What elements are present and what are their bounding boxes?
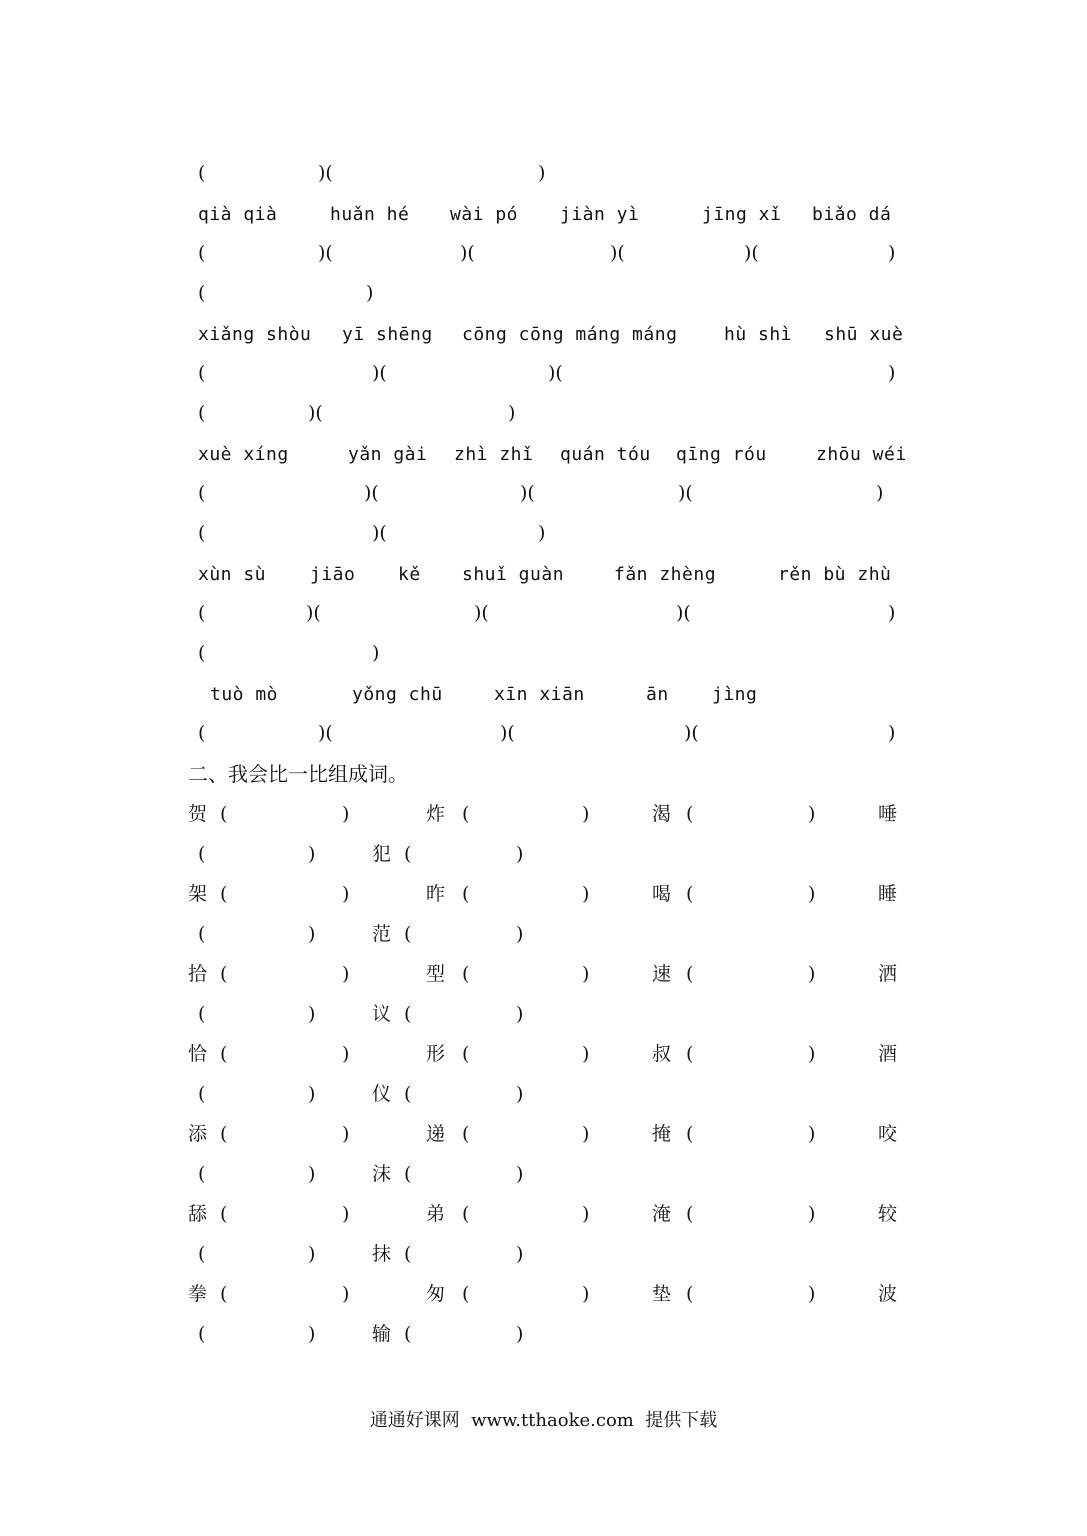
pinyin-word: yǒng chū xyxy=(352,684,443,705)
character: 垫 xyxy=(652,1283,672,1305)
bracket: ) xyxy=(308,1323,316,1345)
pinyin-word: jiāo xyxy=(310,564,356,585)
bracket: ( xyxy=(404,1243,412,1265)
bracket: ( xyxy=(220,1203,228,1225)
bracket: ) xyxy=(582,1043,590,1065)
bracket: ) xyxy=(342,1123,350,1145)
pinyin-word: huǎn hé xyxy=(330,204,410,225)
bracket: ( xyxy=(404,923,412,945)
bracket: ( xyxy=(462,803,470,825)
pinyin-word: shū xuè xyxy=(824,324,904,345)
character: 贺 xyxy=(188,803,208,825)
bracket: ( xyxy=(198,402,206,424)
pinyin-word: tuò mò xyxy=(210,684,279,705)
pinyin-word: quán tóu xyxy=(560,444,651,465)
character: 仪 xyxy=(372,1083,392,1105)
bracket: ) xyxy=(582,803,590,825)
bracket: ) xyxy=(888,242,896,264)
pinyin-word: ān xyxy=(646,684,669,705)
bracket: ) xyxy=(342,803,350,825)
compare-row xyxy=(0,1039,1087,1069)
bracket: ( xyxy=(198,642,206,664)
bracket: )( xyxy=(318,162,333,184)
bracket: ) xyxy=(808,1203,816,1225)
bracket: ( xyxy=(686,963,694,985)
compare-row xyxy=(0,959,1087,989)
bracket: ) xyxy=(582,883,590,905)
bracket: ) xyxy=(888,362,896,384)
compare-row xyxy=(0,1119,1087,1149)
bracket: ) xyxy=(508,402,516,424)
bracket: ( xyxy=(686,803,694,825)
compare-row xyxy=(0,879,1087,909)
pinyin-word: jìng xyxy=(712,684,758,705)
bracket: ) xyxy=(516,1163,524,1185)
character: 拳 xyxy=(188,1283,208,1305)
character: 渴 xyxy=(652,803,672,825)
compare-row-continuation xyxy=(0,1159,1087,1189)
character: 架 xyxy=(188,883,208,905)
bracket: ( xyxy=(198,362,206,384)
bracket: ) xyxy=(538,162,546,184)
bracket: ) xyxy=(342,963,350,985)
bracket: ( xyxy=(198,522,206,544)
bracket: ( xyxy=(462,1283,470,1305)
bracket: ( xyxy=(198,162,206,184)
bracket: ( xyxy=(198,242,206,264)
bracket: ) xyxy=(808,803,816,825)
character: 弟 xyxy=(426,1203,446,1225)
compare-row xyxy=(0,799,1087,829)
answer-bracket-row xyxy=(0,278,1087,308)
bracket: ) xyxy=(308,1163,316,1185)
pinyin-word: qià qià xyxy=(198,204,278,225)
bracket: ( xyxy=(462,963,470,985)
bracket: ) xyxy=(516,1243,524,1265)
character: 洒 xyxy=(878,963,898,985)
bracket: ) xyxy=(808,1043,816,1065)
pinyin-word: yī shēng xyxy=(342,324,433,345)
pinyin-row xyxy=(0,440,1087,470)
pinyin-word: zhì zhǐ xyxy=(454,444,534,465)
pinyin-word: rěn bù zhù xyxy=(778,564,892,585)
bracket: ( xyxy=(198,282,206,304)
bracket: ) xyxy=(808,1283,816,1305)
bracket: ) xyxy=(366,282,374,304)
compare-row-continuation xyxy=(0,1319,1087,1349)
pinyin-word: qīng róu xyxy=(676,444,767,465)
footer xyxy=(0,1406,1087,1436)
pinyin-word: xuè xíng xyxy=(198,444,289,465)
bracket: )( xyxy=(678,482,693,504)
bracket: ( xyxy=(198,1243,206,1265)
bracket: )( xyxy=(474,602,489,624)
bracket: ( xyxy=(198,923,206,945)
bracket: ) xyxy=(516,1003,524,1025)
character: 犯 xyxy=(372,843,392,865)
compare-row-continuation xyxy=(0,919,1087,949)
pinyin-row xyxy=(0,560,1087,590)
character: 型 xyxy=(426,963,446,985)
bracket: ( xyxy=(686,1283,694,1305)
pinyin-word: kě xyxy=(398,564,421,585)
bracket: ( xyxy=(198,843,206,865)
bracket: ) xyxy=(516,1323,524,1345)
pinyin-word: xùn sù xyxy=(198,564,267,585)
pinyin-word: fǎn zhèng xyxy=(614,564,717,585)
bracket: )( xyxy=(500,722,515,744)
bracket: ( xyxy=(198,1163,206,1185)
bracket: ) xyxy=(308,1083,316,1105)
pinyin-word: wài pó xyxy=(450,204,519,225)
bracket: ( xyxy=(404,1003,412,1025)
bracket: ( xyxy=(462,1123,470,1145)
bracket: ( xyxy=(220,1043,228,1065)
character: 速 xyxy=(652,963,672,985)
bracket: ( xyxy=(198,722,206,744)
character: 叔 xyxy=(652,1043,672,1065)
section-heading xyxy=(0,759,1087,789)
character: 掩 xyxy=(652,1123,672,1145)
character: 较 xyxy=(878,1203,898,1225)
character: 形 xyxy=(426,1043,446,1065)
bracket: ( xyxy=(404,1163,412,1185)
section-two-heading: 二、我会比一比组成词。 xyxy=(188,762,408,786)
character: 睡 xyxy=(878,883,898,905)
character: 范 xyxy=(372,923,392,945)
character: 议 xyxy=(372,1003,392,1025)
bracket: ( xyxy=(404,1323,412,1345)
bracket: ( xyxy=(198,1083,206,1105)
bracket: ) xyxy=(516,1083,524,1105)
footer-text: 通通好课网 www.tthaoke.com 提供下载 xyxy=(369,1410,718,1431)
bracket: ( xyxy=(686,1043,694,1065)
bracket: ( xyxy=(198,602,206,624)
pinyin-word: zhōu wéi xyxy=(816,444,907,465)
answer-bracket-row xyxy=(0,398,1087,428)
character: 匆 xyxy=(426,1283,446,1305)
bracket: )( xyxy=(460,242,475,264)
compare-row-continuation xyxy=(0,999,1087,1029)
bracket: ) xyxy=(516,843,524,865)
bracket: )( xyxy=(610,242,625,264)
bracket: ( xyxy=(220,1283,228,1305)
pinyin-word: cōng cōng máng máng xyxy=(462,324,678,345)
character: 添 xyxy=(188,1123,208,1145)
bracket: )( xyxy=(676,602,691,624)
bracket: ) xyxy=(808,1123,816,1145)
answer-bracket-row xyxy=(0,478,1087,508)
compare-row xyxy=(0,1279,1087,1309)
bracket: ( xyxy=(198,482,206,504)
bracket: )( xyxy=(318,722,333,744)
character: 炸 xyxy=(426,803,446,825)
answer-bracket-row xyxy=(0,598,1087,628)
compare-row xyxy=(0,1199,1087,1229)
bracket: )( xyxy=(318,242,333,264)
bracket: ) xyxy=(308,843,316,865)
bracket: ) xyxy=(342,1283,350,1305)
bracket: ( xyxy=(220,963,228,985)
bracket: ) xyxy=(372,642,380,664)
pinyin-word: yǎn gài xyxy=(348,444,428,465)
pinyin-word: jiàn yì xyxy=(560,204,640,225)
character: 咬 xyxy=(878,1123,898,1145)
character: 抹 xyxy=(372,1243,392,1265)
bracket: ) xyxy=(582,1123,590,1145)
character: 酒 xyxy=(878,1043,898,1065)
answer-bracket-row xyxy=(0,718,1087,748)
bracket: )( xyxy=(684,722,699,744)
compare-row-continuation xyxy=(0,1079,1087,1109)
bracket: ) xyxy=(582,963,590,985)
bracket: )( xyxy=(372,362,387,384)
character: 输 xyxy=(372,1323,392,1345)
pinyin-row xyxy=(0,320,1087,350)
bracket: ) xyxy=(808,963,816,985)
bracket: )( xyxy=(520,482,535,504)
bracket: ( xyxy=(686,883,694,905)
bracket: ) xyxy=(888,602,896,624)
pinyin-word: biǎo dá xyxy=(812,204,892,225)
bracket: ( xyxy=(198,1323,206,1345)
bracket: ) xyxy=(538,522,546,544)
answer-bracket-row xyxy=(0,238,1087,268)
bracket: ) xyxy=(342,1043,350,1065)
bracket: ) xyxy=(888,722,896,744)
character: 昨 xyxy=(426,883,446,905)
compare-row-continuation xyxy=(0,1239,1087,1269)
bracket: )( xyxy=(548,362,563,384)
bracket: )( xyxy=(372,522,387,544)
bracket: ) xyxy=(308,1003,316,1025)
pinyin-word: xiǎng shòu xyxy=(198,324,312,345)
bracket: ( xyxy=(220,803,228,825)
bracket: ) xyxy=(876,482,884,504)
bracket: ( xyxy=(404,843,412,865)
answer-bracket-row xyxy=(0,518,1087,548)
bracket: ( xyxy=(404,1083,412,1105)
character: 拾 xyxy=(188,963,208,985)
bracket: ) xyxy=(308,1243,316,1265)
bracket: ( xyxy=(220,883,228,905)
bracket: )( xyxy=(364,482,379,504)
pinyin-word: jīng xǐ xyxy=(702,204,782,225)
compare-row-continuation xyxy=(0,839,1087,869)
pinyin-word: hù shì xyxy=(724,324,793,345)
character: 递 xyxy=(426,1123,446,1145)
bracket: ( xyxy=(462,1043,470,1065)
bracket: ( xyxy=(220,1123,228,1145)
bracket: ) xyxy=(342,883,350,905)
character: 唾 xyxy=(878,803,898,825)
character: 沫 xyxy=(372,1163,392,1185)
answer-bracket-row xyxy=(0,638,1087,668)
bracket: ) xyxy=(582,1283,590,1305)
character: 波 xyxy=(878,1283,898,1305)
bracket: ) xyxy=(516,923,524,945)
answer-bracket-row xyxy=(0,158,1087,188)
bracket: ( xyxy=(686,1123,694,1145)
character: 喝 xyxy=(652,883,672,905)
character: 淹 xyxy=(652,1203,672,1225)
pinyin-row xyxy=(0,200,1087,230)
bracket: )( xyxy=(306,602,321,624)
bracket: ( xyxy=(462,1203,470,1225)
bracket: ) xyxy=(342,1203,350,1225)
bracket: )( xyxy=(308,402,323,424)
answer-bracket-row xyxy=(0,358,1087,388)
pinyin-row xyxy=(0,680,1087,710)
bracket: ( xyxy=(198,1003,206,1025)
bracket: ( xyxy=(462,883,470,905)
bracket: )( xyxy=(744,242,759,264)
character: 恰 xyxy=(188,1043,208,1065)
bracket: ) xyxy=(308,923,316,945)
bracket: ) xyxy=(808,883,816,905)
pinyin-word: shuǐ guàn xyxy=(462,564,565,585)
character: 舔 xyxy=(188,1203,208,1225)
bracket: ) xyxy=(582,1203,590,1225)
bracket: ( xyxy=(686,1203,694,1225)
pinyin-word: xīn xiān xyxy=(494,684,585,705)
